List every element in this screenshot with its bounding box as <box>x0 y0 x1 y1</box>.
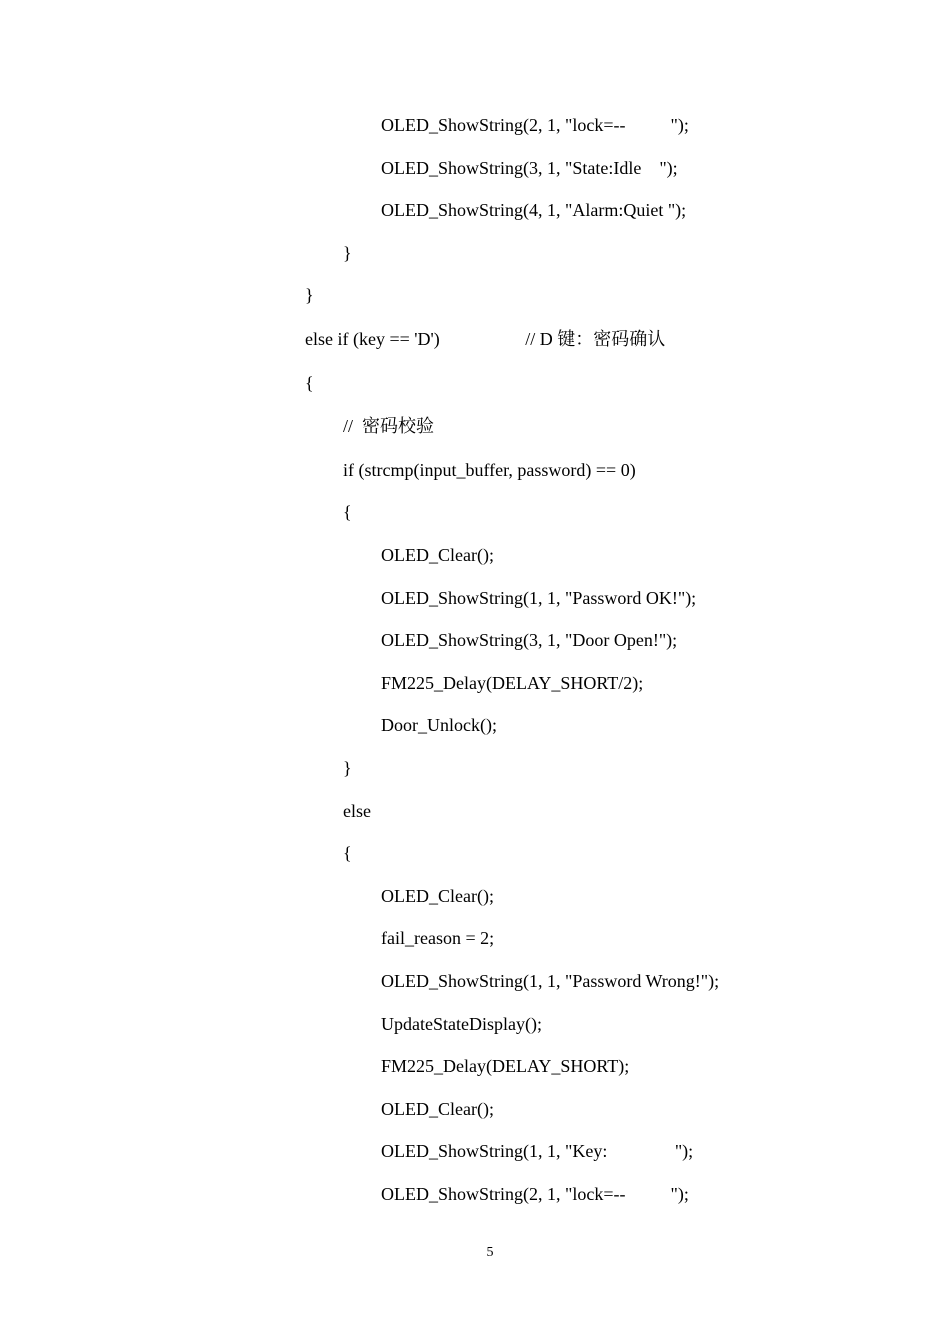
code-line: { <box>305 373 314 393</box>
code-line: OLED_ShowString(2, 1, "lock=-- "); <box>381 115 689 135</box>
code-line: else if (key == 'D') // D 键：密码确认 <box>305 329 666 349</box>
code-line: } <box>343 243 352 263</box>
code-line: OLED_ShowString(1, 1, "Key: "); <box>381 1141 694 1161</box>
code-line: OLED_Clear(); <box>381 545 494 565</box>
code-line: } <box>305 285 314 305</box>
code-line: fail_reason = 2; <box>381 928 495 948</box>
code-line: OLED_ShowString(2, 1, "lock=-- "); <box>381 1184 689 1204</box>
code-line: UpdateStateDisplay(); <box>381 1014 542 1034</box>
code-line: Door_Unlock(); <box>381 715 497 735</box>
code-line: } <box>343 758 352 778</box>
code-line: { <box>343 502 352 522</box>
page-number: 5 <box>486 1245 494 1260</box>
code-line: OLED_ShowString(3, 1, "State:Idle "); <box>381 158 678 178</box>
code-line: if (strcmp(input_buffer, password) == 0) <box>343 460 636 480</box>
code-line: FM225_Delay(DELAY_SHORT/2); <box>381 673 644 693</box>
code-line: { <box>343 843 352 863</box>
code-line: OLED_ShowString(4, 1, "Alarm:Quiet "); <box>381 200 687 220</box>
code-line: else <box>343 801 371 821</box>
code-line: OLED_Clear(); <box>381 1099 494 1119</box>
code-line: OLED_ShowString(1, 1, "Password Wrong!"); <box>381 971 720 991</box>
code-comment: // 密码校验 <box>343 416 435 436</box>
code-line: OLED_ShowString(1, 1, "Password OK!"); <box>381 588 697 608</box>
code-line: OLED_Clear(); <box>381 886 494 906</box>
code-line: FM225_Delay(DELAY_SHORT); <box>381 1056 630 1076</box>
code-line: OLED_ShowString(3, 1, "Door Open!"); <box>381 630 678 650</box>
